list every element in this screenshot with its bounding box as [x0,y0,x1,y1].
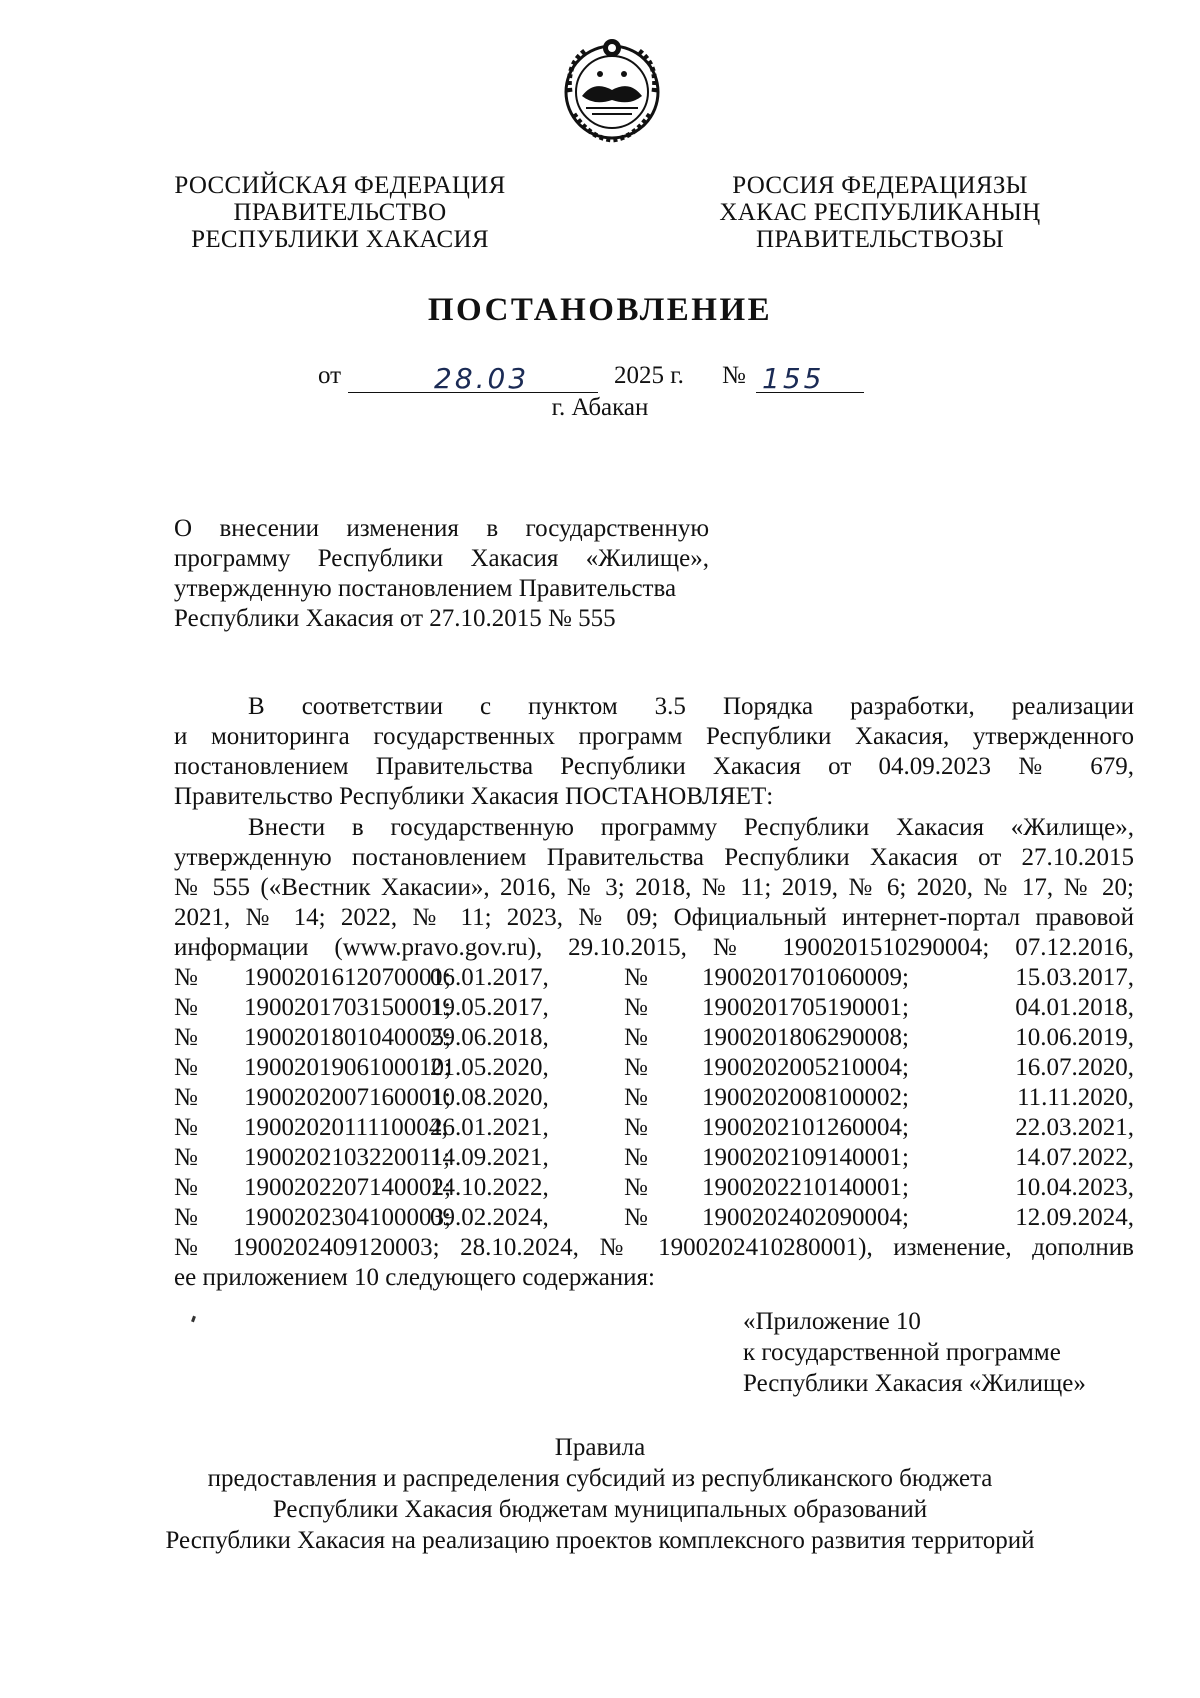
registry-cell: № [624,1174,648,1201]
paragraph-line: информации (www.pravo.gov.ru), 29.10.2015, № 1900201510290004; 07.12.2016, [174,934,1134,961]
subject-line: Республики Хакасия от 27.10.2015 № 555 [174,605,616,632]
registry-cell: № [624,994,648,1021]
registry-cell: 15.03.2017, [1015,964,1134,991]
registry-cell: 1900202207140002; [244,1174,451,1201]
year-label: 2025 г. [614,362,684,389]
registry-cell: № [174,1174,198,1201]
document-title: ПОСТАНОВЛЕНИЕ [427,292,773,328]
registry-cell: 1900201801040005; [244,1024,451,1051]
registry-cell: № [174,1144,198,1171]
registry-cell: 1900202101260004; [702,1114,909,1141]
paragraph-line: 2021, № 14; 2022, № 11; 2023, № 09; Официальный интернет-портал правовой [174,904,1134,931]
registry-cell: 1900201701060009; [702,964,909,991]
registry-list [174,963,1134,1233]
registry-cell: 29.06.2018, [430,1024,549,1051]
registry-cell: № [624,1114,648,1141]
registry-cell: 1900201703150001; [244,994,451,1021]
registry-cell: 1900202103220011; [244,1144,451,1171]
registry-row [174,963,1134,993]
header-left [150,172,530,253]
registry-cell: 16.07.2020, [1015,1054,1134,1081]
registry-cell: 1900202011110004; [244,1114,449,1141]
registry-cell: 1900201612070001; [244,964,451,991]
header-right-line: ПРАВИТЕЛЬСТВОЗЫ [756,226,1004,253]
registry-row [174,993,1134,1023]
handwritten-number: 155 [762,362,825,395]
subject-line: программу Республики Хакасия «Жилище», [174,545,709,572]
registry-cell: № [174,1054,198,1081]
registry-cell: 1900202005210004; [702,1054,909,1081]
header-left-line: ПРАВИТЕЛЬСТВО [233,199,447,226]
registry-row [174,1053,1134,1083]
subject-line: О внесении изменения в государственную [174,515,709,542]
registry-cell: 06.01.2017, [430,964,549,991]
registry-cell: 1900202007160001; [244,1084,451,1111]
rules-heading-line: Республики Хакасия на реализацию проектов комплексного развития территорий [165,1527,1035,1554]
registry-cell: 19.05.2017, [430,994,549,1021]
registry-row [174,1203,1134,1233]
registry-cell: 1900201806290008; [702,1024,909,1051]
registry-cell: 1900201705190001; [702,994,909,1021]
appendix-line: Республики Хакасия «Жилище» [743,1370,1086,1397]
registry-row [174,1023,1134,1053]
number-prefix: № [722,362,746,389]
registry-cell: № [624,964,648,991]
header-left-line: РОССИЙСКАЯ ФЕДЕРАЦИЯ [174,172,506,199]
registry-cell: № [174,1024,198,1051]
header-left-line: РЕСПУБЛИКИ ХАКАСИЯ [191,226,489,253]
registry-cell: 11.11.2020, [1017,1084,1134,1111]
registry-cell: № [174,1084,198,1111]
registry-cell: 22.03.2021, [1015,1114,1134,1141]
registry-cell: № [624,1024,648,1051]
registry-cell: 1900202109140001; [702,1144,909,1171]
rules-heading-line: предоставления и распределения субсидий из республиканского бюджета [207,1465,993,1492]
registry-cell: 1900202210140001; [702,1174,909,1201]
registry-cell: 14.09.2021, [430,1144,549,1171]
date-number-line [318,362,918,396]
registry-cell: 09.02.2024, [430,1204,549,1231]
paragraph-2 [174,813,1134,1293]
registry-cell: 10.08.2020, [430,1084,549,1111]
subject-line: утвержденную постановлением Правительства [174,575,677,602]
registry-cell: 10.06.2019, [1015,1024,1134,1051]
paragraph-line: Правительство Республики Хакасия ПОСТАНОВЛЯЕТ: [174,783,774,810]
registry-cell: № [624,1144,648,1171]
registry-cell: № [174,1114,198,1141]
registry-cell: № [174,1204,198,1231]
paragraph-line: № 555 («Вестник Хакасии», 2016, № 3; 2018, № 11; 2019, № 6; 2020, № 17, № 20; [174,874,1134,901]
paragraph-line: № 1900202409120003; 28.10.2024, № 1900202410280001), изменение, дополнив [174,1234,1134,1261]
registry-cell: 04.01.2018, [1015,994,1134,1021]
appendix-line: к государственной программе [743,1339,1061,1366]
paragraph-1 [174,692,1134,812]
registry-cell: 1900202008100002; [702,1084,909,1111]
registry-cell: 1900201906100010; [244,1054,451,1081]
registry-cell: № [174,994,198,1021]
header-right-line: ХАКАС РЕСПУБЛИКАНЫҢ [719,199,1041,226]
city-label: г. Абакан [551,394,649,421]
registry-cell: 1900202304100003; [244,1204,451,1231]
registry-cell: 21.05.2020, [430,1054,549,1081]
registry-cell: № [624,1084,648,1111]
header-right [680,172,1080,253]
registry-cell: 14.07.2022, [1015,1144,1134,1171]
date-underline [348,362,598,393]
date-prefix: от [318,362,342,389]
registry-row [174,1173,1134,1203]
rules-heading-line: Правила [554,1434,646,1461]
rules-heading-line: Республики Хакасия бюджетам муниципальных образований [272,1496,928,1523]
registry-cell: 1900202402090004; [702,1204,909,1231]
paragraph-line: ее приложением 10 следующего содержания: [174,1264,655,1291]
paragraph-line: утвержденную постановлением Правительства Республики Хакасия от 27.10.2015 [174,844,1134,871]
registry-cell: 12.09.2024, [1015,1204,1134,1231]
registry-cell: № [624,1204,648,1231]
registry-cell: 26.01.2021, [430,1114,549,1141]
registry-cell: № [624,1054,648,1081]
registry-cell: № [174,964,198,991]
paragraph-line: и мониторинга государственных программ Республики Хакасия, утвержденного [174,723,1134,750]
registry-row [174,1143,1134,1173]
stray-mark [191,1316,196,1323]
registry-row [174,1113,1134,1143]
paragraph-line: В соответствии с пунктом 3.5 Порядка разработки, реализации [248,693,1134,720]
appendix-line: «Приложение 10 [743,1308,921,1335]
paragraph-line: Внести в государственную программу Республики Хакасия «Жилище», [248,814,1134,841]
rules-heading [0,1432,1200,1556]
coat-of-arms-emblem-icon [560,34,664,146]
paragraph-line: постановлением Правительства Республики Хакасия от 04.09.2023 № 679, [174,753,1134,780]
registry-cell: 14.10.2022, [430,1174,549,1201]
header-right-line: РОССИЯ ФЕДЕРАЦИЯЗЫ [732,172,1028,199]
number-underline [756,362,864,393]
handwritten-date: 28.03 [434,362,530,395]
appendix-reference [743,1306,1086,1399]
subject-block [174,514,709,634]
registry-cell: 10.04.2023, [1015,1174,1134,1201]
registry-row [174,1083,1134,1113]
